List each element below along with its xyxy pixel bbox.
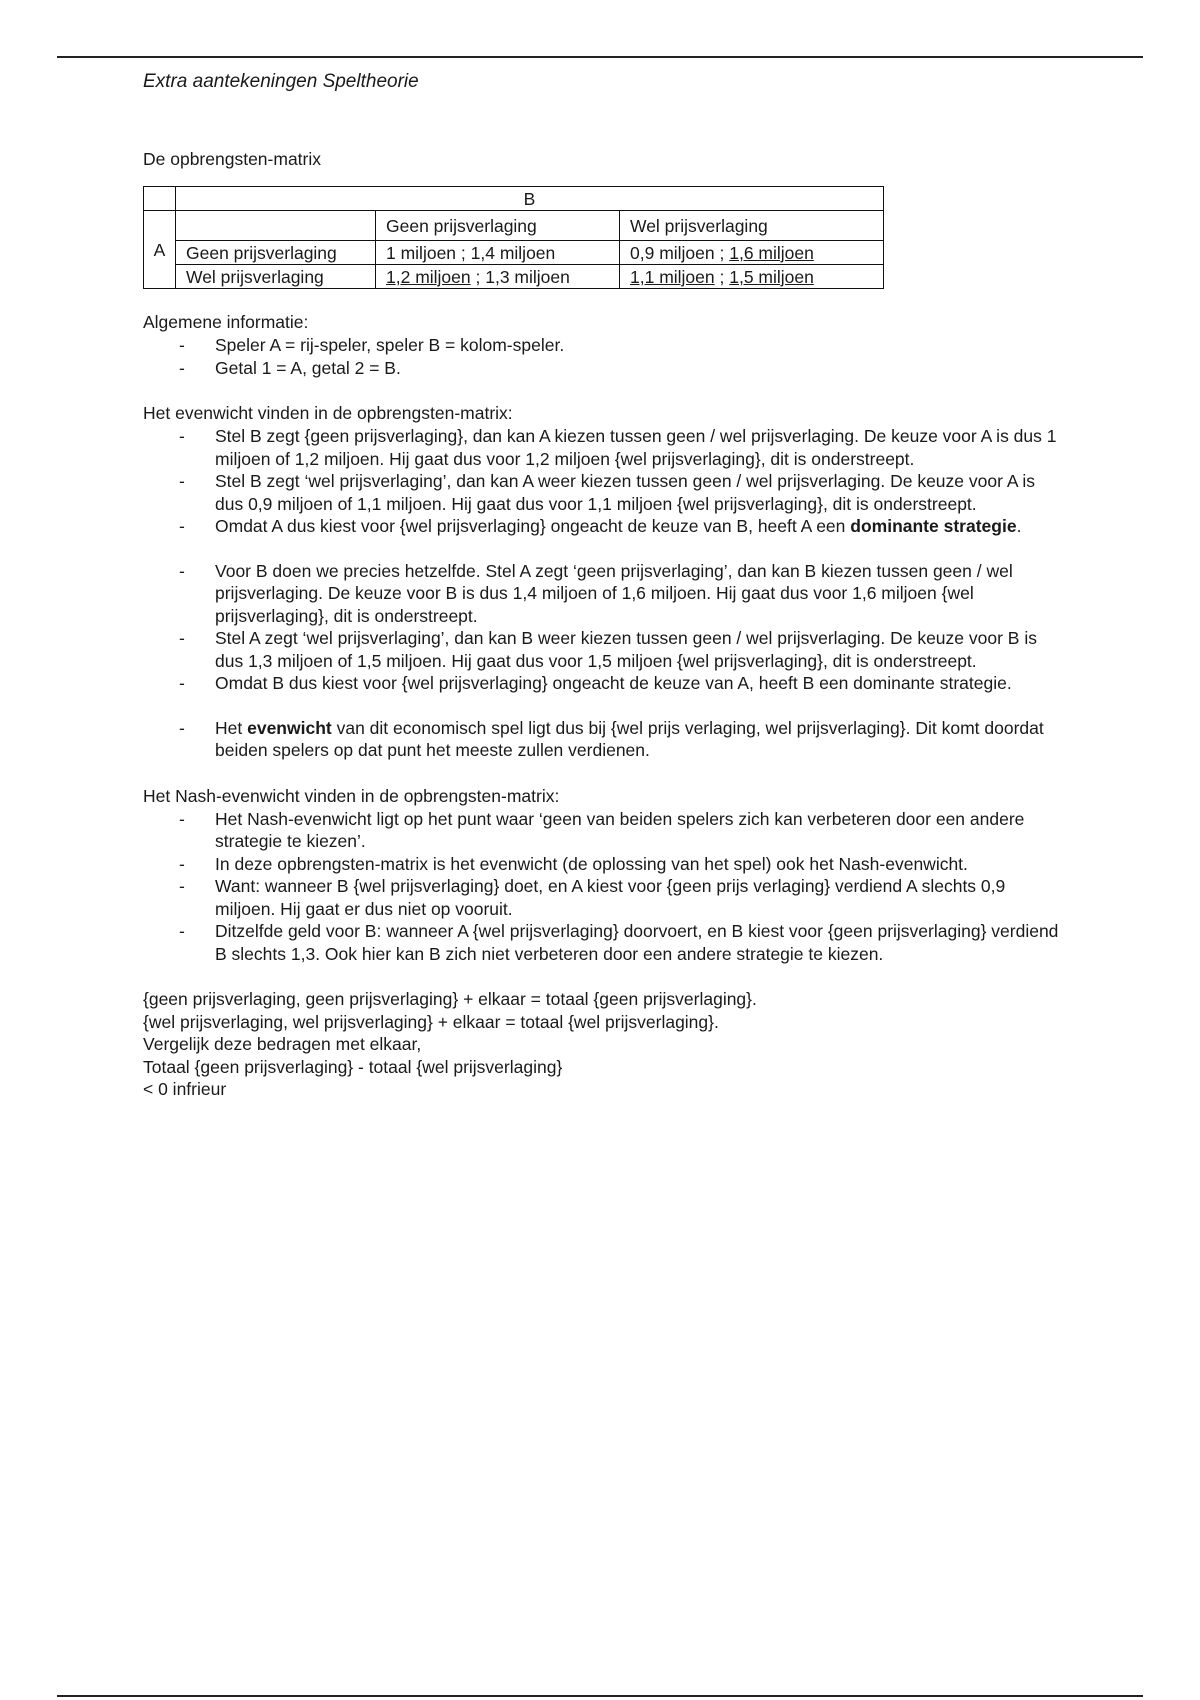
- payoff-a-underlined: 1,2 miljoen: [386, 267, 471, 287]
- text-run: .: [1016, 516, 1022, 536]
- payoff-b-underlined: 1,6 miljoen: [729, 243, 814, 263]
- list-item: - Omdat B dus kiest voor {wel prijsverlaging} ongeacht de keuze van A, heeft B een dominante strategie.: [215, 672, 1063, 695]
- closing-line: {geen prijsverlaging, geen prijsverlaging} + elkaar = totaal {geen prijsverlaging}.: [143, 989, 757, 1009]
- closing-line: Totaal {geen prijsverlaging} - totaal {wel prijsverlaging}: [143, 1056, 563, 1077]
- document-body: [143, 68, 1063, 1101]
- list-item: - Ditzelfde geld voor B: wanneer A {wel prijsverlaging} doorvoert, en B kiest voor {geen prijsverlaging} verdiend B slechts 1,3. Ook hier kan B zich niet verbeteren door een andere strategie te kiezen.: [215, 920, 1063, 965]
- list-item: - Het Nash-evenwicht ligt op het punt waar ‘geen van beiden spelers zich kan verbeteren door een andere strategie te kiezen’.: [215, 808, 1063, 853]
- matrix-label: De opbrengsten-matrix: [143, 149, 321, 169]
- closing-line: Vergelijk deze bedragen met elkaar,: [143, 1034, 422, 1054]
- page-title: Extra aantekeningen Speltheorie: [143, 71, 419, 92]
- payoff-cell: [376, 265, 620, 289]
- payoff-matrix: [143, 186, 884, 289]
- col-header-wel: Wel prijsverlaging: [620, 211, 884, 241]
- equilibrium-heading: Het evenwicht vinden in de opbrengsten-matrix:: [143, 403, 513, 423]
- text-run: Het: [215, 717, 248, 738]
- text-run: van dit economisch spel ligt dus bij {wel prijs verlaging, wel prijsverlaging}. Dit komt doordat beiden spelers op dat punt het meeste zullen verdienen.: [215, 717, 1044, 760]
- list-item: - Stel A zegt ‘wel prijsverlaging’, dan kan B weer kiezen tussen geen / wel prijsverlaging. De keuze voor B is dus 1,3 miljoen of 1,5 miljoen. Hij gaat dus voor 1,5 miljoen {wel prijsverlaging}, dit is onderstreept.: [215, 627, 1063, 672]
- top-rule: [57, 56, 1143, 58]
- list-item: [215, 717, 1063, 762]
- payoff-b-underlined: 1,5 miljoen: [729, 267, 814, 287]
- list-item: - In deze opbrengsten-matrix is het evenwicht (de oplossing van het spel) ook het Nash-evenwicht.: [215, 853, 1063, 876]
- bottom-rule: [57, 1695, 1143, 1697]
- matrix-row-geen: [144, 241, 884, 265]
- list-item: - Want: wanneer B {wel prijsverlaging} doet, en A kiest voor {geen prijs verlaging} verdiend A slechts 0,9 miljoen. Hij gaat er dus niet op vooruit.: [215, 875, 1063, 920]
- matrix-empty-cell: [176, 211, 376, 241]
- bold-term-dominant: dominante strategie: [850, 516, 1017, 536]
- list-item: - Speler A = rij-speler, speler B = kolom-speler.: [215, 334, 1063, 357]
- payoff-cell: [620, 241, 884, 265]
- closing-line: < 0 infrieur: [143, 1079, 227, 1099]
- nash-list: [143, 808, 1063, 966]
- matrix-header-row: [144, 187, 884, 211]
- payoff-separator: ;: [714, 267, 730, 287]
- payoff-separator: ;: [714, 243, 730, 263]
- equilibrium-list: [143, 425, 1063, 762]
- player-b-label: B: [176, 187, 884, 211]
- nash-heading: Het Nash-evenwicht vinden in de opbrengsten-matrix:: [143, 785, 560, 806]
- general-info-heading: Algemene informatie:: [143, 312, 309, 332]
- bold-term-evenwicht: evenwicht: [247, 717, 332, 738]
- text-run: Omdat A dus kiest voor {wel prijsverlaging} ongeacht de keuze van B, heeft A een: [215, 516, 851, 536]
- payoff-a: 0,9 miljoen: [630, 243, 715, 263]
- list-item: - Stel B zegt ‘wel prijsverlaging’, dan kan A weer kiezen tussen geen / wel prijsverlaging. De keuze voor A is dus 0,9 miljoen of 1,1 miljoen. Hij gaat dus voor 1,1 miljoen {wel prijsverlaging}, dit is onderstreept.: [215, 470, 1063, 515]
- closing-lines: [143, 988, 1063, 1101]
- matrix-col-header-row: [144, 211, 884, 241]
- list-item: - Stel B zegt {geen prijsverlaging}, dan kan A kiezen tussen geen / wel prijsverlaging. De keuze voor A is dus 1 miljoen of 1,2 miljoen. Hij gaat dus voor 1,2 miljoen {wel prijsverlaging}, dit is onderstreept.: [215, 425, 1063, 470]
- payoff-a: 1 miljoen: [386, 243, 457, 263]
- list-item: [215, 515, 1063, 538]
- player-a-label: A: [144, 211, 176, 289]
- row-label-geen: Geen prijsverlaging: [176, 241, 376, 265]
- row-label-wel: Wel prijsverlaging: [176, 265, 376, 289]
- payoff-a-underlined: 1,1 miljoen: [630, 267, 715, 287]
- payoff-separator: ;: [470, 267, 486, 287]
- list-item: - Voor B doen we precies hetzelfde. Stel A zegt ‘geen prijsverlaging’, dan kan B kiezen tussen geen / wel prijsverlaging. De keuze voor B is dus 1,4 miljoen of 1,6 miljoen. Hij gaat dus voor 1,6 miljoen {wel prijsverlaging}, dit is onderstreept.: [215, 560, 1063, 628]
- closing-line: {wel prijsverlaging, wel prijsverlaging} + elkaar = totaal {wel prijsverlaging}.: [143, 1011, 719, 1032]
- list-item: - Getal 1 = A, getal 2 = B.: [215, 357, 1063, 380]
- matrix-row-wel: [144, 265, 884, 289]
- col-header-geen: Geen prijsverlaging: [376, 211, 620, 241]
- payoff-b: 1,4 miljoen: [470, 243, 556, 263]
- payoff-separator: ;: [456, 243, 471, 263]
- payoff-cell: [620, 265, 884, 289]
- payoff-cell: [376, 241, 620, 265]
- general-info-list: [143, 334, 1063, 379]
- payoff-b: 1,3 miljoen: [485, 267, 570, 287]
- matrix-corner-cell: [144, 187, 176, 211]
